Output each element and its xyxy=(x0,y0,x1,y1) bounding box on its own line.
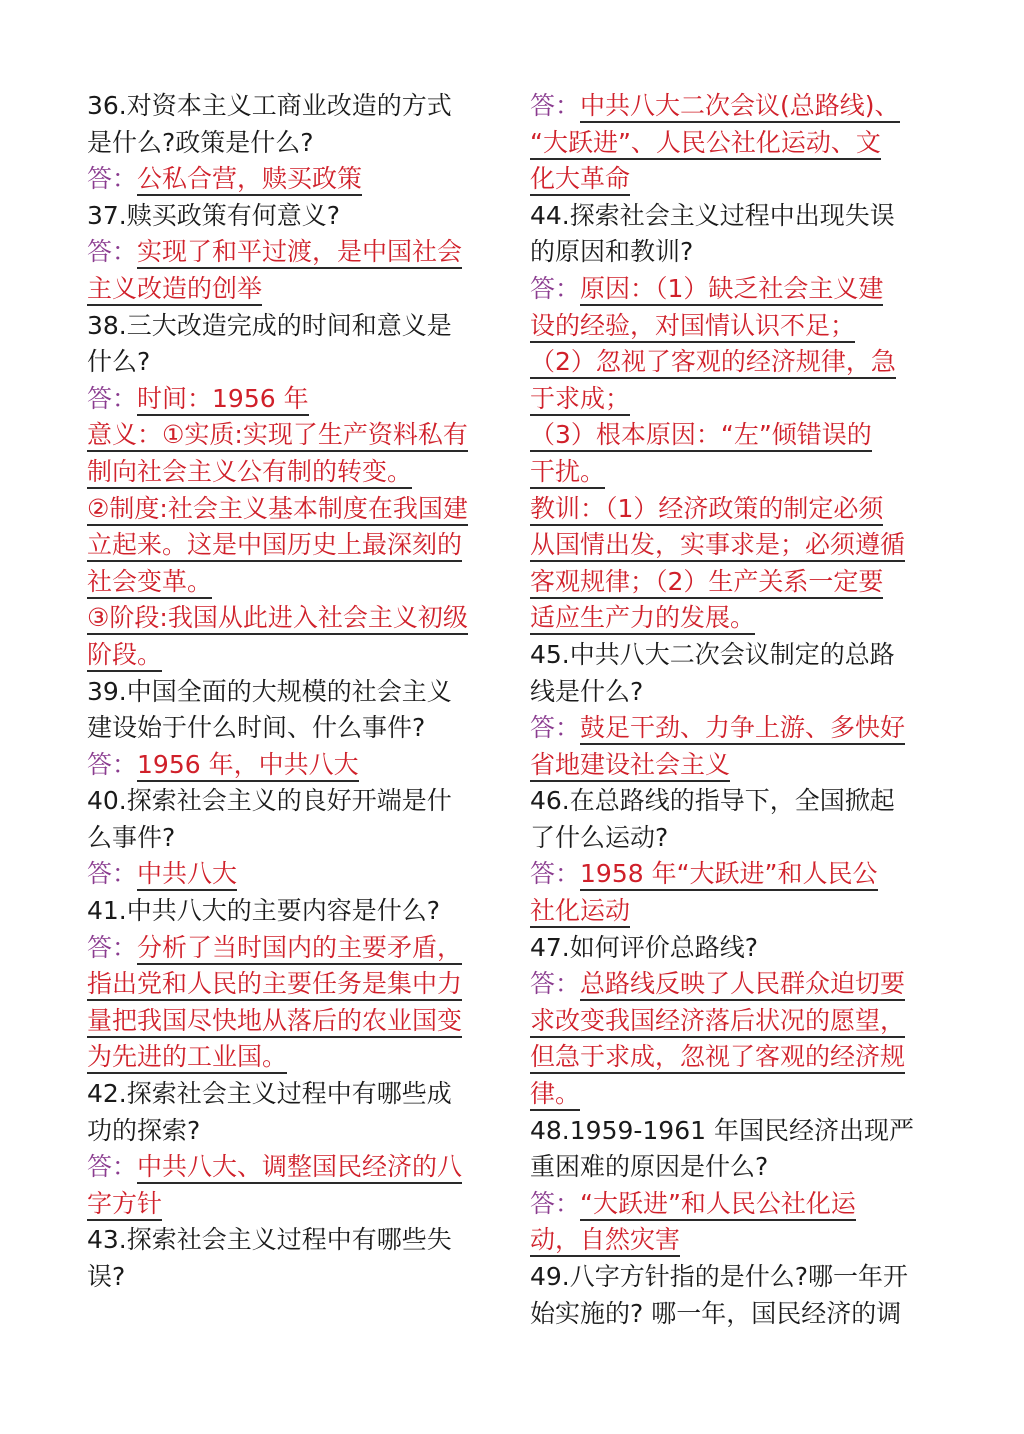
answer-text: 社会变革。 xyxy=(87,567,212,599)
question-line xyxy=(87,820,507,857)
question-line xyxy=(87,1259,507,1296)
answer-text: ②制度:社会主义基本制度在我国建 xyxy=(87,494,468,526)
answer-prefix: 答： xyxy=(530,1188,581,1218)
question-text: 49.八字方针指的是什么?哪一年开 xyxy=(530,1262,909,1291)
answer-text: 省地建设社会主义 xyxy=(530,750,730,782)
question-text: 么事件? xyxy=(87,822,176,852)
question-text: 45.中共八大二次会议制定的总路 xyxy=(530,639,895,669)
right-column xyxy=(530,88,950,1332)
answer-line xyxy=(87,271,507,308)
answer-text: 求改变我国经济落后状况的愿望， xyxy=(530,1006,905,1038)
answer-text: 分析了当时国内的主要矛盾， xyxy=(137,933,462,965)
answer-line xyxy=(530,344,950,381)
answer-prefix: 答： xyxy=(530,713,581,743)
answer-line xyxy=(530,856,950,893)
question-text: 42.探索社会主义过程中有哪些成 xyxy=(87,1079,452,1109)
answer-line xyxy=(530,491,950,528)
answer-line xyxy=(530,966,950,1003)
answer-text: （3）根本原因：“左”倾错误的 xyxy=(530,420,872,452)
question-text: 43.探索社会主义过程中有哪些失 xyxy=(87,1225,452,1255)
question-line xyxy=(530,820,950,857)
answer-line xyxy=(87,747,507,784)
answer-line xyxy=(87,417,507,454)
answer-text: （2）忽视了客观的经济规律，急 xyxy=(530,347,896,379)
answer-text: “大跃进”和人民公社化运 xyxy=(580,1189,856,1221)
answer-text: 中共八大、调整国民经济的八 xyxy=(137,1152,462,1184)
answer-line xyxy=(87,234,507,271)
answer-text: 但急于求成，忽视了客观的经济规 xyxy=(530,1042,905,1074)
answer-text: 鼓足干劲、力争上游、多快好 xyxy=(580,713,905,745)
answer-line xyxy=(530,893,950,930)
answer-line xyxy=(87,1186,507,1223)
question-line xyxy=(87,783,507,820)
answer-line xyxy=(530,564,950,601)
question-text: 37.赎买政策有何意义? xyxy=(87,200,341,230)
answer-line xyxy=(87,930,507,967)
answer-line xyxy=(87,454,507,491)
question-text: 47.如何评价总路线? xyxy=(530,932,759,962)
answer-prefix: 答： xyxy=(87,932,138,962)
answer-line xyxy=(87,856,507,893)
answer-text: “大跃进”、人民公社化运动、文 xyxy=(530,128,881,160)
question-text: 48.1959-1961 年国民经济出现严 xyxy=(530,1115,914,1145)
answer-line xyxy=(530,454,950,491)
answer-line xyxy=(87,966,507,1003)
answer-prefix: 答： xyxy=(530,859,581,889)
question-line xyxy=(530,234,950,271)
question-line xyxy=(87,198,507,235)
question-text: 41.中共八大的主要内容是什么? xyxy=(87,896,441,926)
answer-line xyxy=(530,308,950,345)
answer-line xyxy=(530,1003,950,1040)
answer-line xyxy=(530,710,950,747)
question-line xyxy=(530,930,950,967)
answer-prefix: 答： xyxy=(87,164,138,194)
answer-text: 中共八大 xyxy=(137,859,237,891)
answer-line xyxy=(87,600,507,637)
question-text: 38.三大改造完成的时间和意义是 xyxy=(87,310,452,340)
answer-line xyxy=(87,381,507,418)
answer-prefix: 答： xyxy=(87,859,138,889)
question-line xyxy=(530,1296,950,1333)
answer-text: 字方针 xyxy=(87,1189,162,1221)
question-line xyxy=(530,1259,950,1296)
question-text: 功的探索? xyxy=(87,1115,201,1145)
question-line xyxy=(87,125,507,162)
answer-text: 化大革命 xyxy=(530,164,630,196)
answer-text: 立起来。这是中国历史上最深刻的 xyxy=(87,530,462,562)
question-text: 了什么运动? xyxy=(530,822,669,852)
question-text: 44.探索社会主义过程中出现失误 xyxy=(530,200,895,230)
answer-text: 教训：（1）经济政策的制定必须 xyxy=(530,494,883,526)
question-line xyxy=(87,1222,507,1259)
question-text: 建设始于什么时间、什么事件? xyxy=(87,713,426,743)
question-text: 线是什么? xyxy=(530,676,644,706)
question-line xyxy=(530,1113,950,1150)
answer-line xyxy=(87,1039,507,1076)
answer-prefix: 答： xyxy=(87,749,138,779)
answer-text: 客观规律；（2）生产关系一定要 xyxy=(530,567,883,599)
answer-text: ③阶段:我国从此进入社会主义初级 xyxy=(87,603,468,635)
answer-line xyxy=(530,125,950,162)
answer-text: 意义：①实质:实现了生产资料私有 xyxy=(87,420,468,452)
answer-text: 为先进的工业国。 xyxy=(87,1042,287,1074)
answer-text: 动，自然灾害 xyxy=(530,1225,680,1257)
answer-line xyxy=(87,161,507,198)
answer-line xyxy=(87,1003,507,1040)
answer-line xyxy=(530,527,950,564)
question-line xyxy=(530,783,950,820)
question-text: 46.在总路线的指导下，全国掀起 xyxy=(530,786,895,816)
question-line xyxy=(530,198,950,235)
question-line xyxy=(87,1076,507,1113)
answer-line xyxy=(530,88,950,125)
question-line xyxy=(530,1149,950,1186)
answer-line xyxy=(530,161,950,198)
answer-line xyxy=(530,271,950,308)
question-text: 始实施的? 哪一年，国民经济的调 xyxy=(530,1298,902,1328)
answer-line xyxy=(530,600,950,637)
question-text: 什么? xyxy=(87,347,151,377)
answer-line xyxy=(87,491,507,528)
answer-line xyxy=(87,1149,507,1186)
answer-prefix: 答： xyxy=(530,91,581,120)
answer-text: 设的经验，对国情认识不足； xyxy=(530,311,855,343)
answer-prefix: 答： xyxy=(530,969,581,999)
question-text: 是什么?政策是什么? xyxy=(87,127,314,157)
answer-line xyxy=(530,417,950,454)
answer-text: 公私合营，赎买政策 xyxy=(137,164,362,196)
answer-text: 阶段。 xyxy=(87,640,162,672)
answer-text: 实现了和平过渡，是中国社会 xyxy=(137,237,462,269)
answer-line xyxy=(87,527,507,564)
answer-line xyxy=(530,1039,950,1076)
answer-text: 从国情出发，实事求是；必须遵循 xyxy=(530,530,905,562)
answer-line xyxy=(530,1186,950,1223)
question-line xyxy=(87,88,507,125)
answer-text: 主义改造的创举 xyxy=(87,274,262,306)
question-line xyxy=(530,674,950,711)
question-line xyxy=(87,1113,507,1150)
question-line xyxy=(87,710,507,747)
answer-text: 律。 xyxy=(530,1079,580,1111)
answer-line xyxy=(87,637,507,674)
answer-text: 1956 年，中共八大 xyxy=(137,750,359,782)
question-line xyxy=(87,308,507,345)
left-column xyxy=(87,88,507,1296)
question-text: 40.探索社会主义的良好开端是什 xyxy=(87,786,452,816)
question-text: 36.对资本主义工商业改造的方式 xyxy=(87,91,452,120)
answer-text: 制向社会主义公有制的转变。 xyxy=(87,457,412,489)
answer-text: 指出党和人民的主要任务是集中力 xyxy=(87,969,462,1001)
answer-text: 1958 年“大跃进”和人民公 xyxy=(580,859,877,891)
answer-line xyxy=(530,747,950,784)
answer-line xyxy=(530,1222,950,1259)
answer-text: 适应生产力的发展。 xyxy=(530,603,755,635)
answer-text: 中共八大二次会议(总路线)、 xyxy=(580,91,900,123)
answer-text: 干扰。 xyxy=(530,457,605,489)
answer-text: 于求成； xyxy=(530,384,630,416)
answer-text: 量把我国尽快地从落后的农业国变 xyxy=(87,1006,462,1038)
question-text: 误? xyxy=(87,1262,126,1291)
question-line xyxy=(87,893,507,930)
answer-text: 总路线反映了人民群众迫切要 xyxy=(580,969,905,1001)
answer-line xyxy=(530,1076,950,1113)
question-text: 重困难的原因是什么? xyxy=(530,1152,769,1182)
question-line xyxy=(530,637,950,674)
answer-text: 社化运动 xyxy=(530,896,630,928)
answer-line xyxy=(530,381,950,418)
answer-text: 时间：1956 年 xyxy=(137,384,309,416)
answer-prefix: 答： xyxy=(87,237,138,267)
answer-prefix: 答： xyxy=(87,1152,138,1182)
question-text: 39.中国全面的大规模的社会主义 xyxy=(87,676,452,706)
answer-line xyxy=(87,564,507,601)
question-line xyxy=(87,344,507,381)
question-line xyxy=(87,674,507,711)
question-text: 的原因和教训? xyxy=(530,237,694,267)
answer-prefix: 答： xyxy=(87,383,138,413)
answer-prefix: 答： xyxy=(530,273,581,303)
answer-text: 原因：（1）缺乏社会主义建 xyxy=(580,274,883,306)
